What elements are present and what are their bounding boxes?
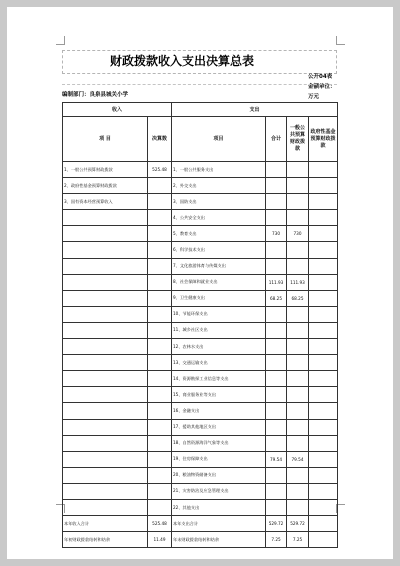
expense-general-cell	[287, 371, 309, 387]
expense-general-cell: 68.25	[287, 290, 309, 306]
col-header-general: 一般公共预算财政拨款	[287, 117, 309, 162]
expense-general-cell	[287, 483, 309, 499]
separator-line	[62, 84, 337, 85]
expense-fund-cell	[309, 483, 338, 499]
expense-total-cell	[266, 178, 287, 194]
expense-item-cell: 20、粮油物资储备支出	[172, 467, 266, 483]
expense-general-cell	[287, 322, 309, 338]
table-row	[63, 162, 338, 178]
income-value-cell	[148, 387, 172, 403]
income-value-cell	[148, 322, 172, 338]
income-item-cell	[63, 467, 148, 483]
table-row	[63, 290, 338, 306]
expense-general-cell	[287, 499, 309, 515]
expense-item-cell: 7、文化旅游体育与传媒支出	[172, 258, 266, 274]
expense-fund-cell	[309, 516, 338, 532]
income-header: 收入	[63, 103, 172, 117]
expense-total-cell	[266, 355, 287, 371]
income-item-cell	[63, 435, 148, 451]
expense-item-cell: 8、社会保障和就业支出	[172, 274, 266, 290]
income-item-cell	[63, 226, 148, 242]
expense-total-cell	[266, 467, 287, 483]
income-value-cell	[148, 339, 172, 355]
col-header-item: 项 目	[63, 117, 148, 162]
income-item-cell	[63, 306, 148, 322]
income-value-cell	[148, 483, 172, 499]
income-value-cell	[148, 499, 172, 515]
expense-fund-cell	[309, 290, 338, 306]
income-item-cell	[63, 258, 148, 274]
table-row	[63, 403, 338, 419]
expense-total-cell	[266, 371, 287, 387]
expense-fund-cell	[309, 226, 338, 242]
expense-total-cell	[266, 162, 287, 178]
table-row	[63, 274, 338, 290]
expense-fund-cell	[309, 435, 338, 451]
expense-item-cell: 12、农林水支出	[172, 339, 266, 355]
expense-total-cell	[266, 499, 287, 515]
table-header-columns	[63, 117, 338, 162]
expense-item-cell: 本年支出合计	[172, 516, 266, 532]
income-value-cell	[148, 419, 172, 435]
table-row	[63, 339, 338, 355]
income-value-cell	[148, 178, 172, 194]
expense-header: 支出	[172, 103, 338, 117]
expense-fund-cell	[309, 306, 338, 322]
income-value-cell: 11.49	[148, 532, 172, 548]
income-item-cell	[63, 419, 148, 435]
expense-general-cell	[287, 194, 309, 210]
table-row	[63, 178, 338, 194]
expense-fund-cell	[309, 403, 338, 419]
expense-total-cell	[266, 306, 287, 322]
expense-total-cell	[266, 483, 287, 499]
expense-general-cell	[287, 419, 309, 435]
expense-item-cell: 3、国防支出	[172, 194, 266, 210]
table-row	[63, 435, 338, 451]
expense-general-cell	[287, 306, 309, 322]
expense-fund-cell	[309, 499, 338, 515]
table-row	[63, 516, 338, 532]
expense-item-cell: 10、节能环保支出	[172, 306, 266, 322]
expense-total-cell	[266, 194, 287, 210]
expense-fund-cell	[309, 532, 338, 548]
col-header-total: 合计	[266, 117, 287, 162]
expense-item-cell: 4、公共安全支出	[172, 210, 266, 226]
expense-item-cell: 16、金融支出	[172, 403, 266, 419]
expense-total-cell	[266, 210, 287, 226]
income-item-cell	[63, 499, 148, 515]
expense-general-cell	[287, 162, 309, 178]
expense-total-cell: 68.25	[266, 290, 287, 306]
expense-item-cell: 年末财政拨款结转和结余	[172, 532, 266, 548]
income-value-cell	[148, 355, 172, 371]
income-item-cell	[63, 403, 148, 419]
expense-general-cell: 7.25	[287, 532, 309, 548]
table-body	[63, 162, 338, 548]
expense-fund-cell	[309, 371, 338, 387]
expense-item-cell: 21、灾害防治及应急管理支出	[172, 483, 266, 499]
expense-fund-cell	[309, 355, 338, 371]
expense-general-cell: 79.54	[287, 451, 309, 467]
expense-general-cell	[287, 467, 309, 483]
table-row	[63, 242, 338, 258]
col-header-budget: 决算数	[148, 117, 172, 162]
income-item-cell	[63, 322, 148, 338]
expense-general-cell	[287, 403, 309, 419]
crop-mark-top-left	[56, 36, 65, 45]
table-row	[63, 419, 338, 435]
expense-total-cell	[266, 387, 287, 403]
table-row	[63, 499, 338, 515]
income-item-cell	[63, 483, 148, 499]
income-item-cell	[63, 242, 148, 258]
table-row	[63, 226, 338, 242]
income-item-cell	[63, 274, 148, 290]
col-header-fund: 政府性基金预算财政拨款	[309, 117, 338, 162]
income-value-cell	[148, 194, 172, 210]
expense-total-cell: 730	[266, 226, 287, 242]
expense-item-cell: 14、资源勘探工业信息等支出	[172, 371, 266, 387]
table-row	[63, 322, 338, 338]
income-value-cell	[148, 274, 172, 290]
expense-total-cell	[266, 258, 287, 274]
income-value-cell	[148, 451, 172, 467]
crop-mark-top-right	[336, 36, 345, 45]
table-row	[63, 467, 338, 483]
income-item-cell: 2、政府性基金预算财政拨款	[63, 178, 148, 194]
expense-item-cell: 13、交通运输支出	[172, 355, 266, 371]
expense-total-cell	[266, 242, 287, 258]
expense-item-cell: 17、援助其他地区支出	[172, 419, 266, 435]
expense-fund-cell	[309, 467, 338, 483]
income-value-cell	[148, 242, 172, 258]
expense-item-cell: 19、住房保障支出	[172, 451, 266, 467]
income-value-cell: 525.48	[148, 162, 172, 178]
table-row	[63, 258, 338, 274]
income-value-cell: 525.48	[148, 516, 172, 532]
expense-general-cell	[287, 178, 309, 194]
department-label: 编制部门：良泉县城关小学	[62, 92, 129, 98]
expense-general-cell	[287, 242, 309, 258]
table-row	[63, 451, 338, 467]
expense-fund-cell	[309, 387, 338, 403]
expense-item-cell: 11、城乡社区支出	[172, 322, 266, 338]
report-title: 财政拨款收入支出决算总表	[109, 54, 254, 68]
table-header-group	[63, 103, 338, 117]
expense-general-cell: 111.93	[287, 274, 309, 290]
income-value-cell	[148, 290, 172, 306]
expense-general-cell	[287, 387, 309, 403]
income-item-cell	[63, 210, 148, 226]
expense-item-cell: 6、科学技术支出	[172, 242, 266, 258]
expense-item-cell: 2、外交支出	[172, 178, 266, 194]
expense-total-cell: 79.54	[266, 451, 287, 467]
expense-general-cell	[287, 339, 309, 355]
income-value-cell	[148, 306, 172, 322]
expense-item-cell: 5、教育支出	[172, 226, 266, 242]
income-item-cell: 3、国有资本经营预算收入	[63, 194, 148, 210]
income-item-cell	[63, 371, 148, 387]
income-item-cell	[63, 290, 148, 306]
income-value-cell	[148, 467, 172, 483]
table-row	[63, 371, 338, 387]
income-item-cell	[63, 387, 148, 403]
expense-fund-cell	[309, 258, 338, 274]
expense-total-cell	[266, 419, 287, 435]
expense-total-cell	[266, 339, 287, 355]
expense-fund-cell	[309, 162, 338, 178]
expense-total-cell: 7.25	[266, 532, 287, 548]
table-row	[63, 355, 338, 371]
expense-fund-cell	[309, 274, 338, 290]
expense-fund-cell	[309, 178, 338, 194]
expense-total-cell: 111.93	[266, 274, 287, 290]
expense-general-cell	[287, 258, 309, 274]
table-row	[63, 194, 338, 210]
income-item-cell: 年初财政拨款结转和结余	[63, 532, 148, 548]
expense-general-cell: 730	[287, 226, 309, 242]
expense-fund-cell	[309, 194, 338, 210]
expense-general-cell: 529.72	[287, 516, 309, 532]
col-header-item2: 项目	[172, 117, 266, 162]
expense-fund-cell	[309, 242, 338, 258]
expense-fund-cell	[309, 210, 338, 226]
income-item-cell: 1、一般公共预算财政拨款	[63, 162, 148, 178]
expense-item-cell: 18、自然资源海洋气象等支出	[172, 435, 266, 451]
unit-label: 公开04表 金额单位：万元	[308, 74, 336, 100]
expense-fund-cell	[309, 451, 338, 467]
income-item-cell	[63, 355, 148, 371]
expense-fund-cell	[309, 322, 338, 338]
income-value-cell	[148, 435, 172, 451]
expense-general-cell	[287, 355, 309, 371]
table-row	[63, 210, 338, 226]
expense-item-cell: 9、卫生健康支出	[172, 290, 266, 306]
income-value-cell	[148, 258, 172, 274]
expense-item-cell: 1、一般公共服务支出	[172, 162, 266, 178]
expense-general-cell	[287, 435, 309, 451]
income-item-cell	[63, 451, 148, 467]
income-value-cell	[148, 403, 172, 419]
finance-table	[62, 102, 338, 548]
expense-item-cell: 22、其他支出	[172, 499, 266, 515]
expense-fund-cell	[309, 419, 338, 435]
expense-total-cell: 529.72	[266, 516, 287, 532]
expense-item-cell: 15、商业服务业等支出	[172, 387, 266, 403]
table-row	[63, 483, 338, 499]
expense-general-cell	[287, 210, 309, 226]
table-row	[63, 387, 338, 403]
income-value-cell	[148, 226, 172, 242]
expense-total-cell	[266, 403, 287, 419]
income-value-cell	[148, 371, 172, 387]
income-value-cell	[148, 210, 172, 226]
expense-fund-cell	[309, 339, 338, 355]
table-row	[63, 306, 338, 322]
income-item-cell: 本年收入合计	[63, 516, 148, 532]
expense-total-cell	[266, 322, 287, 338]
table-row	[63, 532, 338, 548]
expense-total-cell	[266, 435, 287, 451]
income-item-cell	[63, 339, 148, 355]
